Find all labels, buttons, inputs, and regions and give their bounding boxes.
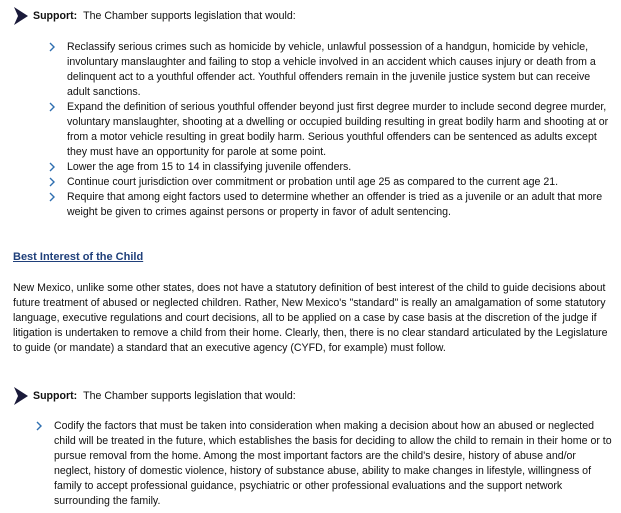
list-item: Continue court jurisdiction over commitment or probation until age 25 as compared to the current age 21.: [47, 175, 613, 190]
chevron-right-icon: [12, 6, 30, 26]
chevron-right-icon: [12, 386, 30, 406]
chevron-right-icon: [47, 102, 57, 112]
chevron-right-icon: [47, 42, 57, 52]
support-header-1: [12, 6, 296, 26]
body-paragraph: New Mexico, unlike some other states, does not have a statutory definition of best interest of the child to guide decisions about future treatment of abused or neglected children. Rather, New Mexico's "standard" is really an amalgamation of some statutory language, executive regulations and court decisions, all to be applied on a case by case basis at the discretion of the judge if litigation is undertaken to remove a child from their home. Clearly, then, there is no clear standard articulated by the Legislature to guide (or mandate) a standard that an executive agency (CYFD, for example) must follow.: [13, 282, 608, 354]
list-item: Expand the definition of serious youthful offender beyond just first degree murder to include second degree murder, voluntary manslaughter, shooting at a dwelling or occupied building resulting in great bodily harm and shooting at or from a motor vehicle resulting in great bodily harm. Serious youthful offenders can be sentenced as adults except they must have an opportunity for parole at some point.: [47, 100, 613, 160]
list-item: Lower the age from 15 to 14 in classifying juvenile offenders.: [47, 160, 613, 175]
support-label: Support:: [33, 9, 78, 22]
section-heading: Best Interest of the Child: [13, 251, 144, 263]
support-intro: The Chamber supports legislation that would:: [83, 9, 296, 22]
chevron-right-icon: [47, 162, 57, 172]
chevron-right-icon: [47, 177, 57, 187]
support-list-1: [47, 40, 613, 220]
chevron-right-icon: [47, 192, 57, 202]
list-item: Require that among eight factors used to determine whether an offender is tried as a juvenile or an adult that more weight be given to crimes against persons or property in favor of adult sentencing.: [47, 190, 613, 220]
list-item: Codify the factors that must be taken into consideration when making a decision about how an abused or neglected child will be treated in the future, which establishes the basis for deciding to allow the child to remain in their home or to pursue removal from the home. Among the most important factors are the child's desire, history of abuse and/or neglect, history of domestic violence, history of substance abuse, ability to make changes in lifestyle, willingness of family to accept professional guidance, psychiatric or other professional evaluations and the support network surrounding the family.: [34, 419, 614, 509]
support-header-2: [12, 386, 296, 406]
support-list-2: [34, 419, 614, 509]
list-item: Reclassify serious crimes such as homicide by vehicle, unlawful possession of a handgun, homicide by vehicle, involuntary manslaughter and failing to stop a vehicle involved in an accident which causes injury or death from a delinquent act to a youthful offender act. Youthful offenders remain in the juvenile justice system but can receive adult sanctions.: [47, 40, 613, 100]
support-intro: The Chamber supports legislation that would:: [83, 389, 296, 402]
chevron-right-icon: [34, 421, 44, 431]
support-label: Support:: [33, 389, 78, 402]
